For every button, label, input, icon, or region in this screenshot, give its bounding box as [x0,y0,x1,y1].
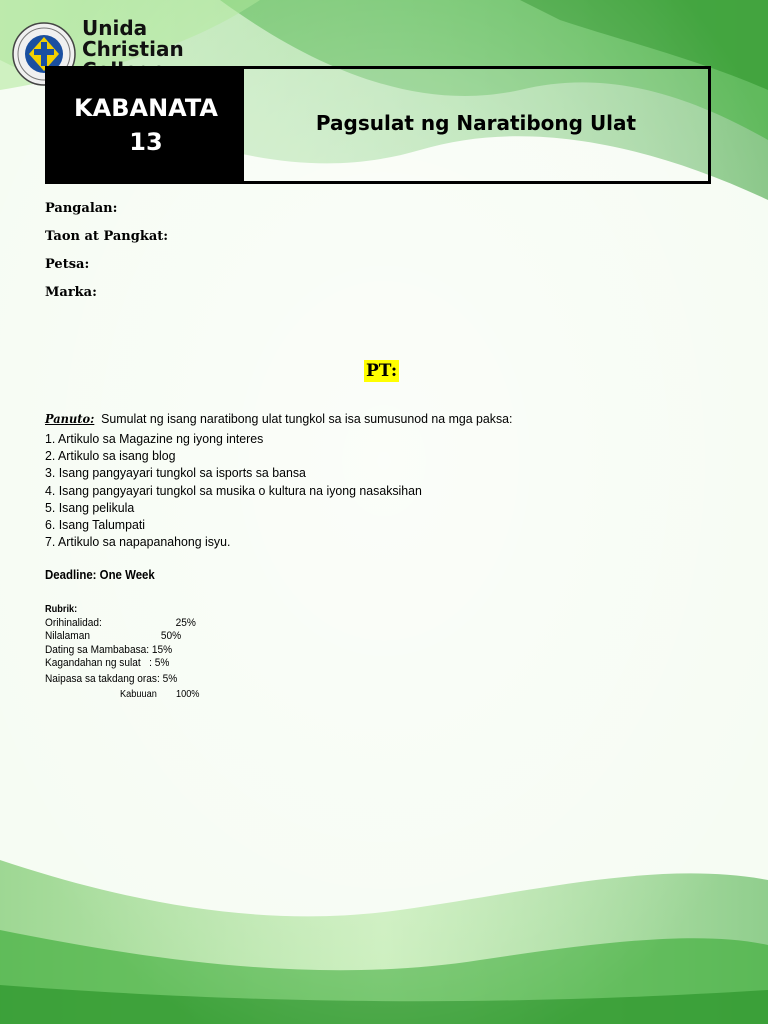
deadline: Deadline: One Week [45,567,155,582]
rubric-total-label: Kabuuan [120,689,157,700]
rubric-criterion: Orihinalidad: [45,616,102,629]
rubric [45,603,247,686]
name-field-label: Pangalan: [45,201,118,216]
rubric-criterion: Nilalaman [45,630,91,642]
rubric-row [45,673,247,687]
rubric-total-value: 100% [175,689,200,700]
list-item: 3. Isang pangyayari tungkol sa isports sa bansa [45,465,306,481]
list-item: 2. Artikulo sa isang blog [45,448,176,464]
rubric-total [120,689,199,700]
instructions-text: Sumulat ng isang naratibong ulat tungkol sa isa sumusunod na mga paksa: [101,411,513,426]
chapter-number: 13 [129,128,163,156]
rubric-weight: 25% [175,616,196,629]
page-title: Pagsulat ng Naratibong Ulat [315,111,637,135]
chapter-word: KABANATA [74,94,218,122]
chapter-label [48,69,244,181]
rubric-criterion: Naipasa sa takdang oras: [45,672,160,685]
grade-field-label: Marka: [45,285,97,300]
rubric-row [45,630,247,644]
list-item: 1. Artikulo sa Magazine ng iyong interes [45,431,264,446]
rubric-heading: Rubrik: [45,604,78,615]
pt-label: PT: [366,361,398,381]
rubric-weight: 5% [162,672,178,685]
list-item: 7. Artikulo sa napapanahong isyu. [45,534,231,550]
rubric-row [45,644,247,658]
list-item: 4. Isang pangyayari tungkol sa musika o kultura na iyong nasaksihan [45,482,422,498]
school-name-line1: Unida [82,18,148,40]
rubric-criterion: Kagandahan ng sulat [45,657,141,669]
topic-list [45,430,422,550]
rubric-row [45,657,247,671]
rubric-weight: 15% [151,643,173,656]
chapter-header [45,66,711,184]
rubric-weight: 50% [160,630,182,642]
instructions-label: Panuto: [45,412,95,426]
instructions [45,410,512,428]
rubric-weight: : 5% [149,657,170,669]
rubric-criterion: Dating sa Mambabasa: [45,643,150,656]
list-item: 6. Isang Talumpati [45,517,146,533]
student-info-fields [45,201,168,313]
list-item: 5. Isang pelikula [45,499,135,515]
year-section-field-label: Taon at Pangkat: [45,229,169,244]
date-field-label: Petsa: [45,257,90,272]
rubric-row [45,617,247,631]
school-name-line2: Christian [82,37,184,61]
